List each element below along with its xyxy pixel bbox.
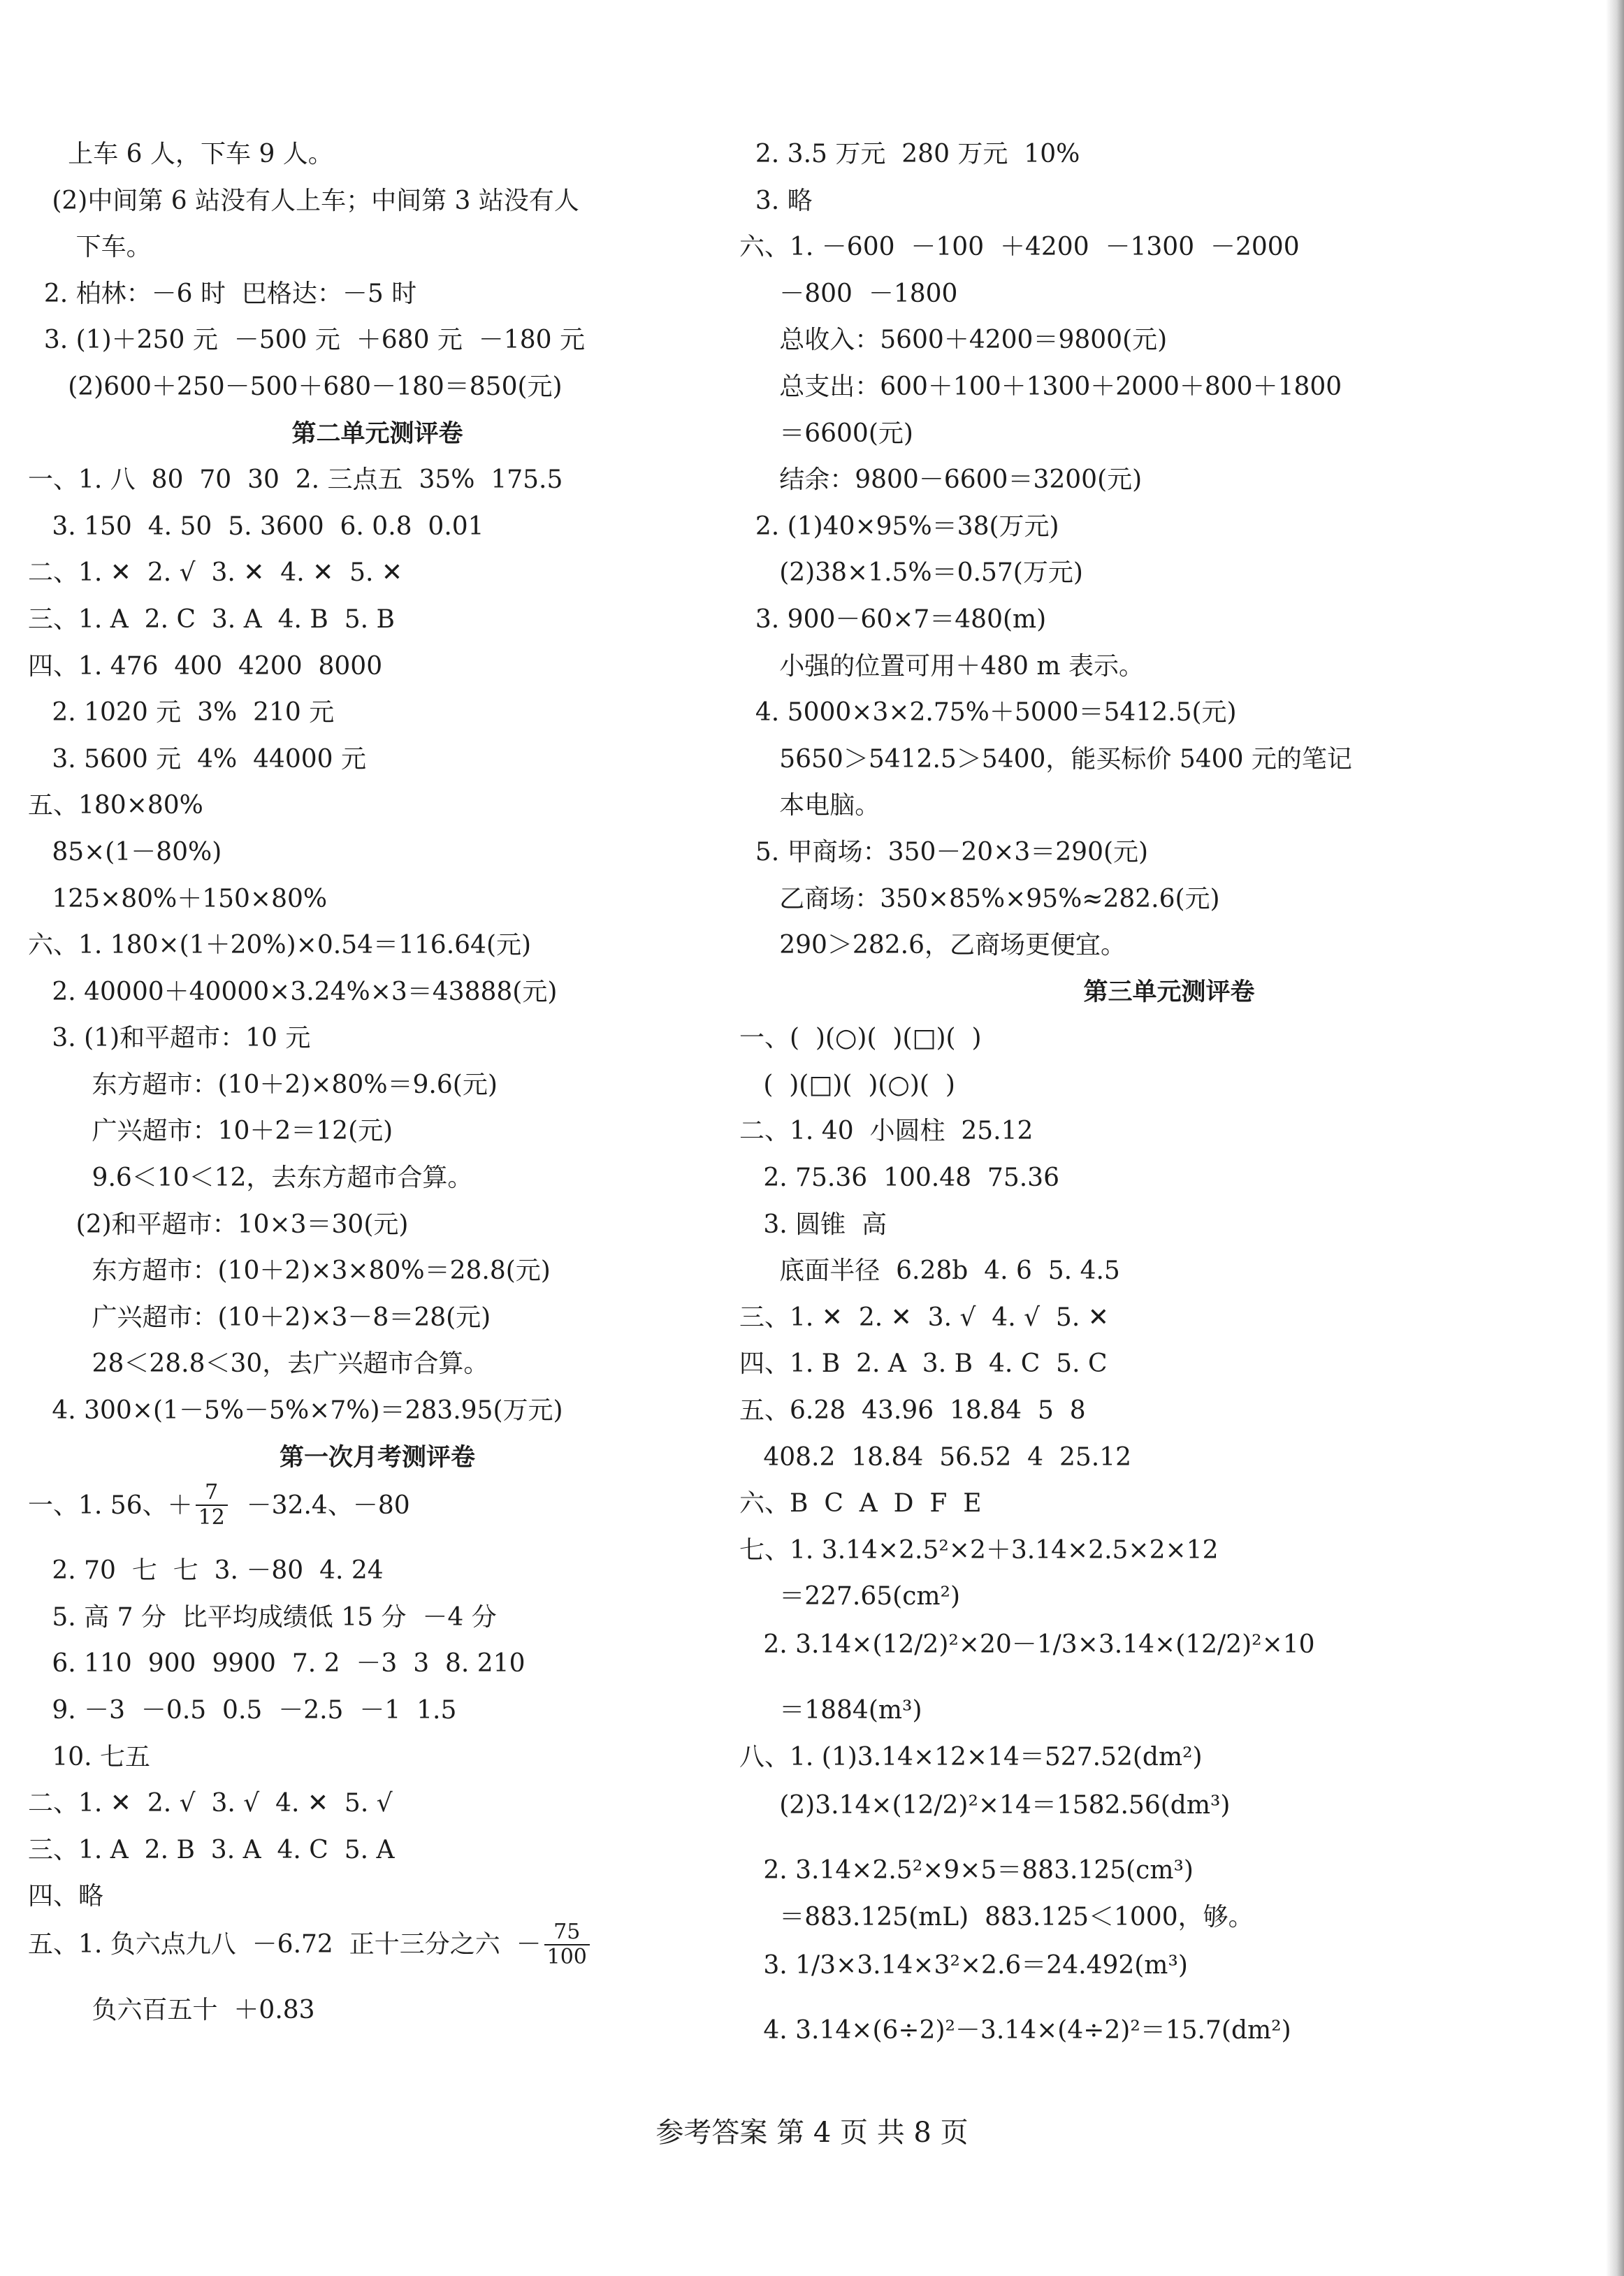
answer-line: 广兴超市：(10＋2)×3－8＝28(元): [28, 1303, 491, 1332]
answer-line: [28, 1920, 727, 1987]
fraction-numerator: 7: [196, 1482, 228, 1506]
answer-line: 负六百五十 ＋0.83: [28, 1995, 315, 2024]
answer-line: 底面半径 6.28b 4. 6 5. 4.5: [739, 1256, 1120, 1286]
answer-line: 6. 110 900 9900 7. 2 －3 3 8. 210: [28, 1649, 525, 1679]
answer-line: 五、180×80%: [28, 791, 203, 820]
answer-line: 3. 略: [739, 186, 813, 215]
answer-line: 3. (1)＋250 元 －500 元 ＋680 元 －180 元: [28, 326, 585, 355]
answer-line: 5. 甲商场：350－20×3＝290(元): [739, 837, 1149, 867]
answer-line: 总支出：600＋100＋1300＋2000＋800＋1800: [739, 372, 1342, 401]
answer-line: 乙商场：350×85%×95%≈282.6(元): [739, 884, 1220, 913]
answer-line: 2. 75.36 100.48 75.36: [739, 1164, 1059, 1193]
answer-line: 一、1. 八 80 70 30 2. 三点五 35% 175.5: [28, 465, 563, 495]
page-edge-shadow: [1606, 0, 1624, 2276]
answer-line: ＝6600(元): [739, 419, 913, 448]
answer-line: 3. 5600 元 4% 44000 元: [28, 744, 367, 774]
section-heading: 第二单元测评卷: [291, 419, 463, 448]
answer-line: 3. 900－60×7＝480(m): [739, 604, 1047, 634]
answer-line: 28＜28.8＜30，去广兴超市合算。: [28, 1349, 489, 1379]
answer-line: 9. －3 －0.5 0.5 －2.5 －1 1.5: [28, 1696, 457, 1725]
answer-line: 4. 300×(1－5%－5%×7%)＝283.95(万元): [28, 1396, 563, 1426]
answer-line: 总收入：5600＋4200＝9800(元): [739, 326, 1168, 355]
answer-line: 3. (1)和平超市：10 元: [28, 1024, 311, 1053]
answer-line: 二、1. ✕ 2. √ 3. √ 4. ✕ 5. √: [28, 1789, 393, 1818]
answer-line: －800 －1800: [739, 279, 958, 308]
answer-line: ( )(□)( )(○)( ): [739, 1070, 955, 1099]
answer-line: 408.2 18.84 56.52 4 25.12: [739, 1442, 1132, 1472]
left-column: [28, 131, 727, 2034]
answer-line: 5. 高 7 分 比平均成绩低 15 分 －4 分: [28, 1602, 497, 1632]
answer-line: 10. 七五: [28, 1742, 151, 1771]
answer-text-after: －32.4、－80: [230, 1491, 410, 1520]
fraction-denominator: 100: [546, 1944, 587, 1969]
answer-line: 下车。: [28, 233, 152, 262]
answer-line: 三、1. A 2. C 3. A 4. B 5. B: [28, 604, 395, 634]
right-column: [739, 131, 1599, 2054]
section-heading: 第三单元测评卷: [1083, 978, 1255, 1006]
answer-line: [739, 1621, 1599, 1688]
answer-line: 125×80%＋150×80%: [28, 884, 328, 913]
answer-line: 4. 5000×3×2.75%＋5000＝5412.5(元): [739, 698, 1237, 727]
answer-line: 六、1. 180×(1＋20%)×0.54＝116.64(元): [28, 931, 532, 960]
answer-line: 一、( )(○)( )(□)( ): [739, 1024, 982, 1053]
answer-line: 上车 6 人，下车 9 人。: [28, 140, 333, 168]
answer-line: ＝883.125(mL) 883.125＜1000，够。: [739, 1902, 1254, 1931]
answer-line: 2. 3.5 万元 280 万元 10%: [739, 140, 1080, 168]
answer-line: 2. 柏林：－6 时 巴格达：－5 时: [28, 279, 417, 308]
answer-line: 六、1. －600 －100 ＋4200 －1300 －2000: [739, 233, 1300, 262]
answer-line: 3. 150 4. 50 5. 3600 6. 0.8 0.01: [28, 512, 484, 541]
answer-line: (2)和平超市：10×3＝30(元): [28, 1210, 409, 1239]
section-heading: 第一次月考测评卷: [279, 1443, 475, 1472]
answer-line: 广兴超市：10＋2＝12(元): [28, 1117, 393, 1146]
answer-line: 2. (1)40×95%＝38(万元): [739, 512, 1059, 541]
answer-line: (2)中间第 6 站没有人上车；中间第 3 站没有人: [28, 186, 579, 215]
answer-line: 结余：9800－6600＝3200(元): [739, 465, 1143, 495]
answer-line: 东方超市：(10＋2)×3×80%＝28.8(元): [28, 1256, 551, 1286]
answer-line: ＝1884(m³): [739, 1696, 922, 1725]
answer-line: 七、1. 3.14×2.5²×2＋3.14×2.5×2×12: [739, 1535, 1219, 1565]
answer-line: (2)600＋250－500＋680－180＝850(元): [28, 372, 563, 401]
answer-line: 5650＞5412.5＞5400，能买标价 5400 元的笔记: [739, 744, 1352, 774]
answer-text: 一、1. 56、＋: [28, 1491, 193, 1520]
answer-line: 2. 70 七 七 3. －80 4. 24: [28, 1556, 384, 1586]
answer-line: ＝227.65(cm²): [739, 1582, 961, 1611]
answer-line: 2. 40000＋40000×3.24%×3＝43888(元): [28, 977, 558, 1006]
answer-line: 三、1. A 2. B 3. A 4. C 5. A: [28, 1835, 395, 1864]
answer-line: 9.6＜10＜12，去东方超市合算。: [28, 1164, 473, 1193]
answer-text: 3. 1/3×3.14×3²×2.6＝24.492(m³): [739, 1950, 1188, 1980]
fraction: [544, 1919, 590, 1969]
fraction-denominator: 12: [198, 1505, 225, 1530]
answer-line: 六、B C A D F E: [739, 1489, 982, 1518]
answer-text: 五、1. 负六点九八 －6.72 正十三分之六 －: [28, 1930, 542, 1959]
answer-line: [28, 1481, 727, 1548]
answer-line: 本电脑。: [739, 791, 880, 820]
answer-line: 二、1. 40 小圆柱 25.12: [739, 1117, 1034, 1146]
answer-line: 85×(1－80%): [28, 837, 222, 867]
answer-line: 八、1. (1)3.14×12×14＝527.52(dm²): [739, 1742, 1203, 1771]
answer-line: 四、1. 476 400 4200 8000: [28, 651, 383, 681]
answer-line: 小强的位置可用＋480 m 表示。: [739, 651, 1144, 681]
answer-line: 2. 1020 元 3% 210 元: [28, 698, 335, 727]
answer-line: 四、1. B 2. A 3. B 4. C 5. C: [739, 1349, 1108, 1379]
fraction: [196, 1482, 228, 1528]
answer-line: 2. 3.14×2.5²×9×5＝883.125(cm³): [739, 1856, 1194, 1885]
answer-line: 290＞282.6，乙商场更便宜。: [739, 931, 1126, 960]
answer-text: 2. 3.14×(12/2)²×20－1/3×3.14×(12/2)²×10: [739, 1630, 1315, 1660]
answer-line: [739, 1781, 1599, 1848]
answer-text: (2)3.14×(12/2)²×14＝1582.56(dm³): [739, 1790, 1231, 1820]
answer-line: [739, 1941, 1599, 2008]
answer-line: 五、6.28 43.96 18.84 5 8: [739, 1396, 1086, 1426]
page-footer: 参考答案 第 4 页 共 8 页: [655, 2117, 969, 2149]
answer-line: 3. 圆锥 高: [739, 1210, 887, 1239]
answer-line: 三、1. ✕ 2. ✕ 3. √ 4. √ 5. ✕: [739, 1303, 1109, 1332]
fraction-numerator: 75: [544, 1922, 590, 1945]
answer-line: 东方超市：(10＋2)×80%＝9.6(元): [28, 1070, 498, 1099]
answer-line: 二、1. ✕ 2. √ 3. ✕ 4. ✕ 5. ✕: [28, 558, 403, 588]
answer-line: 4. 3.14×(6÷2)²－3.14×(4÷2)²＝15.7(dm²): [739, 2016, 1291, 2045]
answer-line: 四、略: [28, 1882, 104, 1911]
answer-line: (2)38×1.5%＝0.57(万元): [739, 558, 1083, 588]
